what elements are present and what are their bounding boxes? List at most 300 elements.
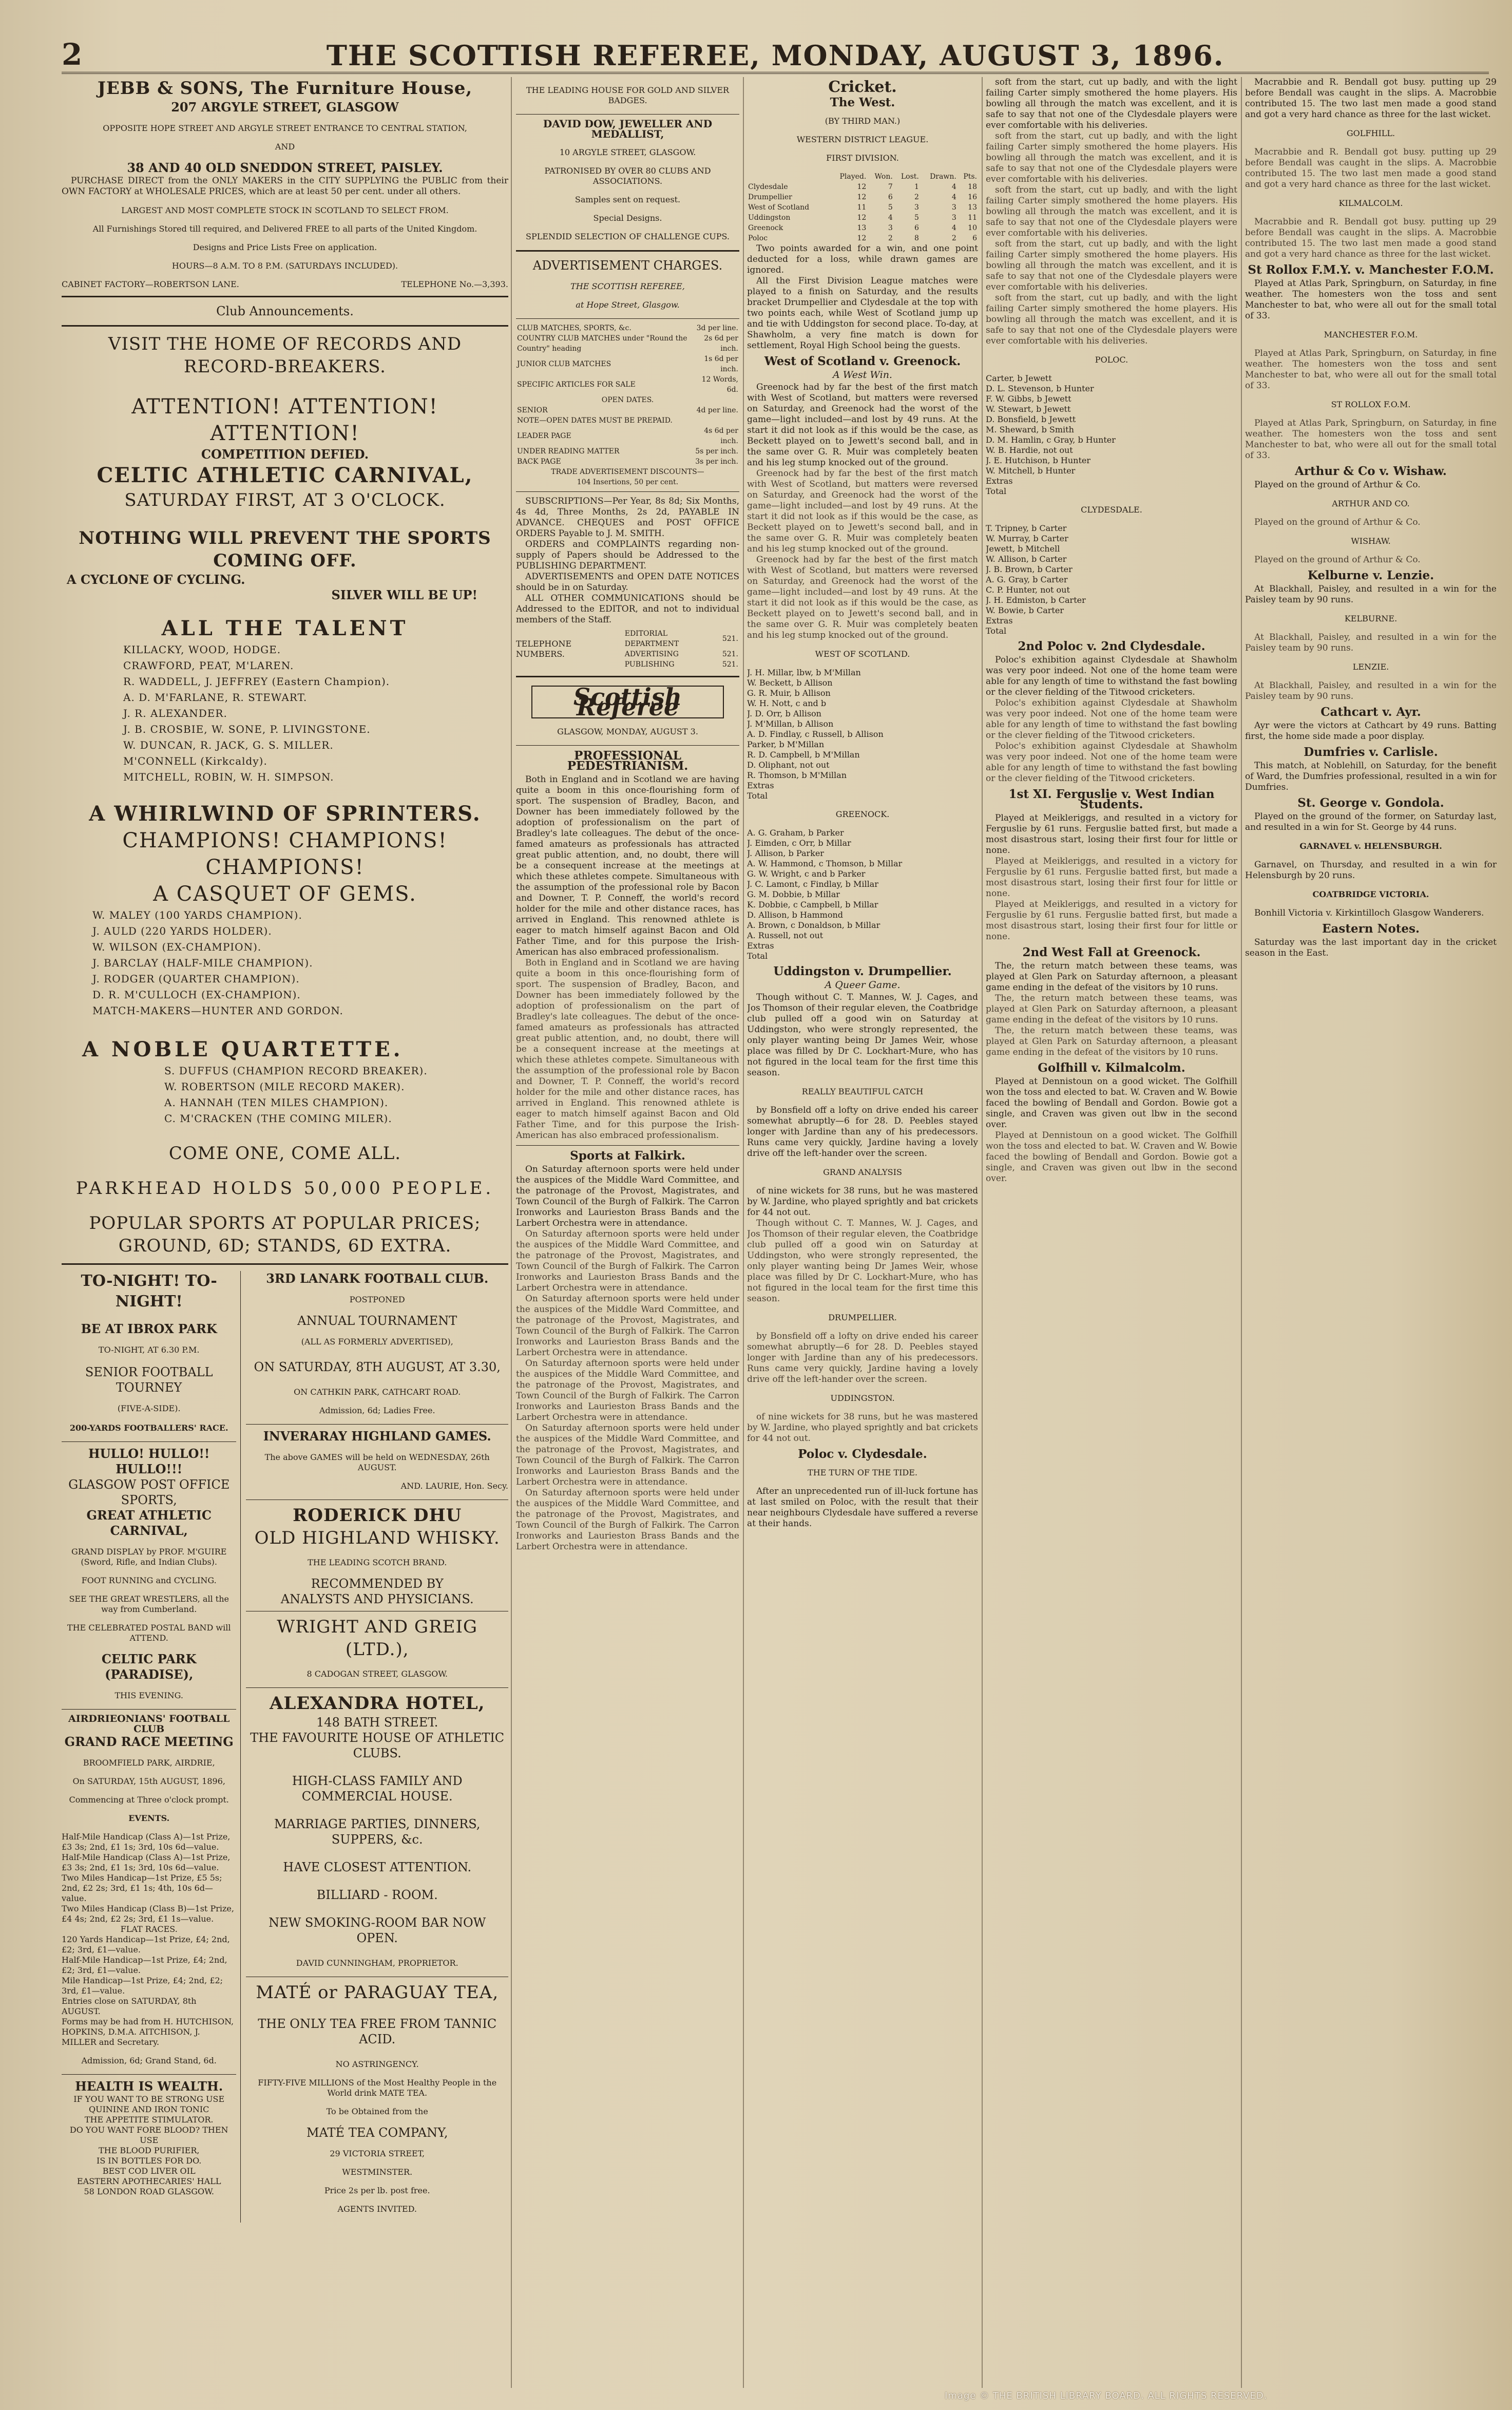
- wishaw-scores: Played on the ground of Arthur & Co.: [1254, 555, 1421, 565]
- table-cell: 7: [888, 183, 893, 191]
- udd-body: Though without C. T. Mannes, W. J. Cages, and Jos Thomson of their regular eleven, the Coatbridge club pulled off a good win on Saturday at Uddingston, who were strongly represented, the only player wanting being Dr James Weir, whose place was filled by Dr C. Lockhart-Mure, who has not figured in the local team for the first time this season.: [747, 992, 978, 1078]
- jebb-stock: LARGEST AND MOST COMPLETE STOCK IN SCOTLAND TO SELECT FROM.: [121, 205, 449, 215]
- mate-nb: NO ASTRINGENCY.: [335, 2059, 419, 2069]
- list-item: G. W. Wright, c and b Parker: [747, 869, 866, 879]
- col4-body-cont: soft from the start, cut up badly, and with the light failing Carter simply smothered the home players. His bowling all through the match was excellent, and it is safe to say that not one of the Clydesdale players were ever comfortable with his deliveries.: [986, 239, 1237, 292]
- drum-scores: by Bonsfield off a lofty on drive ended his career somewhat abruptly—6 for 28. D. Peebles stayed longer with Jardine than any of his predecessors. Runs came very quickly, Jardine having a lovely drive off the left-hander over the screen.: [747, 1331, 978, 1384]
- table-cell: 5: [914, 214, 919, 222]
- kilm-head: KILMALCOLM.: [1338, 198, 1403, 208]
- list-item: J. E. Hutchison, b Hunter: [986, 456, 1091, 465]
- celtic-come: COME ONE, COME ALL.: [168, 1143, 401, 1164]
- column-1-advertisements: [62, 77, 508, 2388]
- table-row: [516, 354, 739, 374]
- celtic-champions: CHAMPIONS! CHAMPIONS! CHAMPIONS!: [122, 829, 448, 879]
- list-item: A. D. Findlay, c Russell, b Allison: [747, 729, 884, 739]
- kelburne-head: KELBURNE.: [1344, 614, 1398, 623]
- airdrie-date: On SATURDAY, 15th AUGUST, 1896,: [72, 1776, 225, 1786]
- list-item: J. H. Millar, lbw, b M'Millan: [747, 668, 861, 677]
- table-cell: 4d per line.: [696, 406, 738, 414]
- table-cell: 4: [951, 183, 956, 191]
- falkirk-body-cont: On Saturday afternoon sports were held under the auspices of the Middle Ward Committee, and the patronage of the Provost, Magistrates, and Town Council of the Burgh of Falkirk. The Carron Ironworks and Laurieston Brass Bands and the Larbert Orchestra were in attendance.: [516, 1229, 739, 1293]
- hullo-wrestlers: SEE THE GREAT WRESTLERS, all the way from Cumberland.: [69, 1594, 229, 1614]
- ferguslie-body: Played at Meikleriggs, and resulted in a victory for Ferguslie by 61 runs. Ferguslie batted first, but made a most disastrous start, losing their first four for little or none.: [986, 813, 1237, 856]
- celtic-saturday: SATURDAY FIRST, AT 3 O'CLOCK.: [124, 490, 446, 510]
- table-cell: 4: [951, 193, 956, 201]
- manc-head: MANCHESTER F.O.M.: [1324, 330, 1418, 339]
- gr-scores-head: GREENOCK.: [835, 809, 890, 819]
- table-row: [516, 415, 739, 426]
- roderick-leading: THE LEADING SCOTCH BRAND.: [308, 1558, 447, 1567]
- club-announcements-heading: Club Announcements.: [216, 304, 354, 318]
- list-item: 120 Yards Handicap—1st Prize, £4; 2nd, £2; 3rd, £1—value.: [62, 1934, 230, 1954]
- david-designs: Special Designs.: [593, 213, 662, 223]
- table-cell: 3: [951, 203, 956, 212]
- mate-agents: AGENTS INVITED.: [337, 2204, 417, 2214]
- column-2-editorial: [516, 77, 739, 2388]
- tonight-five: (FIVE-A-SIDE).: [117, 1403, 181, 1413]
- cricket-division: FIRST DIVISION.: [826, 153, 899, 163]
- adcharges-table: [516, 323, 739, 487]
- udd-head: UDDINGSTON.: [830, 1393, 895, 1403]
- mate-sub: THE ONLY TEA FREE FROM TANNIC ACID.: [258, 2017, 497, 2046]
- second-poloc-title: 2nd Poloc v. 2nd Clydesdale.: [1018, 639, 1205, 653]
- clyd-scores: [986, 523, 1237, 636]
- kilm-scores: Macrabbie and R. Bendall got busy. putting up 29 before Bendall was caught in the slips. A. Macrobbie contributed 15. The two last men made a good stand and got a very hard chance as three for the last wicket.: [1245, 217, 1497, 259]
- celtic-carnival-advert: [62, 333, 508, 1257]
- list-item: W. WILSON (EX-CHAMPION).: [92, 941, 262, 953]
- gr-scores: [747, 828, 978, 961]
- list-item: Total: [747, 791, 768, 801]
- table-cell: 8: [914, 234, 919, 242]
- table-cell: 16: [968, 193, 977, 201]
- table-cell: 1s 6d per inch.: [704, 355, 738, 373]
- list-item: Extras: [986, 476, 1013, 486]
- airdrie-park: BROOMFIELD PARK, AIRDRIE,: [83, 1758, 215, 1768]
- list-item: A. D. M'FARLANE, R. STEWART.: [123, 691, 308, 704]
- arthur-scores: Played on the ground of Arthur & Co.: [1254, 517, 1421, 527]
- celtic-silver: SILVER WILL BE UP!: [331, 587, 477, 602]
- quartette-list: [164, 1063, 508, 1127]
- golfhill-body: Played at Dennistoun on a good wicket. The Golfhill won the toss and elected to bat. W. Craven and W. Bowie faced the bowling of Bendall and Gordon. Bowie got a single, and Craven was given out lbw in the second over.: [986, 1076, 1237, 1130]
- fall-title: 2nd West Fall at Greenock.: [1022, 945, 1201, 959]
- list-item: W. Bowie, b Carter: [986, 605, 1064, 615]
- list-item: K. Dobbie, c Campbell, b Millar: [747, 900, 878, 909]
- jebb-storage: All Furnishings Stored till required, and Delivered FREE to all parts of the United Kingdom.: [92, 224, 477, 234]
- wos-sub: A West Win.: [833, 369, 892, 381]
- inveraray-advert: [246, 1429, 508, 1491]
- gems-list: [92, 907, 508, 1019]
- wright-advert: [246, 1616, 508, 1679]
- list-item: D. Bonsfield, b Jewett: [986, 414, 1076, 424]
- table-row: [747, 202, 978, 213]
- list-item: G. R. Muir, b Allison: [747, 688, 831, 698]
- table-row: [516, 395, 739, 405]
- telephone-table: [624, 629, 739, 670]
- airdrie-event-list: [62, 1832, 236, 2047]
- rollox-body: Played at Atlas Park, Springburn, on Saturday, in fine weather. The homesters won the toss and sent Manchester to bat, who were all out for the small total of 33.: [1245, 278, 1497, 321]
- jebb-hours: HOURS—8 A.M. TO 8 P.M. (SATURDAYS INCLUDED).: [171, 261, 398, 271]
- wos-body-cont: Greenock had by far the best of the first match with West of Scotland, but matters were reversed on Saturday, and Greenock had the worst of the game—light included—and lost by 49 runs. At the start it did not look as if this would be the case, as Beckett played on to Jewett's second ball, and in the same over G. R. Muir was completely beaten and his leg stump knocked out of the ground.: [747, 468, 978, 554]
- coatbridge-title: COATBRIDGE VICTORIA.: [1312, 889, 1429, 899]
- column-rule: [743, 77, 744, 2388]
- list-item: FLAT RACES.: [120, 1924, 178, 1934]
- airdrie-events: EVENTS.: [128, 1813, 170, 1823]
- david-patronised: PATRONISED BY OVER 80 CLUBS AND ASSOCIATIONS.: [544, 166, 711, 186]
- table-row: [624, 659, 739, 670]
- ferguslie-title: 1st XI. Ferguslie v. West Indian Students.: [1008, 787, 1215, 811]
- list-item: Parker, b M'Millan: [747, 739, 825, 749]
- list-item: J. R. ALEXANDER.: [123, 707, 227, 719]
- table-cell: SPECIFIC ARTICLES FOR SALE: [517, 381, 636, 389]
- alexandra-proprietor: DAVID CUNNINGHAM, PROPRIETOR.: [296, 1958, 458, 1968]
- table-row: [516, 333, 739, 354]
- list-item: Extras: [986, 616, 1013, 625]
- list-item: Carter, b Jewett: [986, 373, 1052, 383]
- jebb-factory: CABINET FACTORY—ROBERTSON LANE.: [62, 279, 239, 289]
- udd-title: Uddingston v. Drumpellier.: [773, 964, 952, 978]
- poloc-title: Poloc v. Clydesdale.: [798, 1447, 927, 1461]
- tonight-advert: [62, 1271, 236, 1433]
- table-row: [516, 457, 739, 467]
- col4-body: soft from the start, cut up badly, and with the light failing Carter simply smothered the home players. His bowling all through the match was excellent, and it is safe to say that not one of the Clydesdale players were ever comfortable with his deliveries.: [986, 77, 1237, 130]
- tonight-ibrox: BE AT IBROX PARK: [81, 1321, 217, 1336]
- roderick-advert: [246, 1504, 508, 1607]
- celtic-parkhead: PARKHEAD HOLDS 50,000 PEOPLE.: [75, 1178, 494, 1199]
- airdrie-title: AIRDRIEONIANS' FOOTBALL CLUB: [68, 1713, 230, 1735]
- hullo-band: THE CELEBRATED POSTAL BAND will ATTEND.: [67, 1623, 231, 1643]
- poloc-scores: [986, 373, 1237, 497]
- list-item: Two Miles Handicap—1st Prize, £5 5s; 2nd, £2 2s; 3rd, £1 1s; 4th, 10s 6d—value.: [62, 1873, 222, 1903]
- celtic-ground: GROUND, 6D; STANDS, 6D EXTRA.: [118, 1236, 452, 1256]
- table-cell: BACK PAGE: [517, 458, 561, 466]
- falkirk-body-cont: On Saturday afternoon sports were held under the auspices of the Middle Ward Committee, and the patronage of the Provost, Magistrates, and Town Council of the Burgh of Falkirk. The Carron Ironworks and Laurieston Brass Bands and the Larbert Orchestra were in attendance.: [516, 1294, 739, 1358]
- pro-title: PROFESSIONAL PEDESTRIANISM.: [567, 749, 688, 773]
- alexandra-address: 148 BATH STREET.: [316, 1715, 438, 1730]
- list-item: C. M'CRACKEN (THE COMING MILER).: [164, 1112, 392, 1125]
- alexandra-billiard: BILLIARD - ROOM.: [316, 1888, 438, 1902]
- list-item: J. M'Millan, b Allison: [747, 719, 834, 729]
- leading-house: THE LEADING HOUSE FOR GOLD AND SILVER BADGES.: [526, 85, 730, 105]
- table-cell: Poloc: [748, 234, 768, 242]
- falkirk-body-cont: On Saturday afternoon sports were held under the auspices of the Middle Ward Committee, and the patronage of the Provost, Magistrates, and Town Council of the Burgh of Falkirk. The Carron Ironworks and Laurieston Brass Bands and the Larbert Orchestra were in attendance.: [516, 1488, 739, 1552]
- falkirk-title: Sports at Falkirk.: [570, 1149, 685, 1163]
- table-cell: LEADER PAGE: [517, 432, 571, 440]
- airdrie-race: GRAND RACE MEETING: [64, 1734, 234, 1749]
- list-item: M'CONNELL (Kirkcaldy).: [123, 755, 267, 767]
- udd-body-2: by Bonsfield off a lofty on drive ended his career somewhat abruptly—6 for 28. D. Peebles stayed longer with Jardine than any of his predecessors. Runs came very quickly, Jardine having a lovely drive off the left-hander over the screen.: [747, 1105, 978, 1159]
- tonight-race: 200-YARDS FOOTBALLERS' RACE.: [69, 1423, 228, 1433]
- lenzie-scores: At Blackhall, Paisley, and resulted in a win for the Paisley team by 90 runs.: [1245, 680, 1497, 701]
- garnavel-title: GARNAVEL v. HELENSBURGH.: [1299, 841, 1442, 851]
- table-cell: 12: [857, 193, 867, 201]
- tonight-senior: SENIOR FOOTBALL TOURNEY: [85, 1365, 213, 1395]
- adcharges-subscriptions: SUBSCRIPTIONS—Per Year, 8s 8d; Six Months, 4s 4d, Three Months, 2s 2d, PAYABLE IN ADVANCE. CHEQUES and POST OFFICE ORDERS Payable to J. M. SMITH.: [516, 496, 739, 539]
- table-cell: 2: [951, 234, 956, 242]
- list-item: Mile Handicap—1st Prize, £4; 2nd, £2; 3rd, £1—value.: [62, 1976, 223, 1996]
- poloc-scores-head: POLOC.: [1095, 355, 1128, 365]
- lower-adverts: [62, 1271, 508, 2223]
- celtic-competition: COMPETITION DEFIED.: [201, 447, 369, 462]
- health-advert: [62, 2079, 236, 2197]
- cricket-west: The West.: [830, 96, 895, 109]
- falkirk-body-cont: On Saturday afternoon sports were held under the auspices of the Middle Ward Committee, and the patronage of the Provost, Magistrates, and Town Council of the Burgh of Falkirk. The Carron Ironworks and Laurieston Brass Bands and the Larbert Orchestra were in attendance.: [516, 1423, 739, 1487]
- table-cell: 11: [968, 214, 977, 222]
- alexandra-smoking: NEW SMOKING-ROOM BAR NOW OPEN.: [269, 1915, 486, 1945]
- wos-title: West of Scotland v. Greenock.: [764, 354, 961, 368]
- lenzie-head: LENZIE.: [1352, 662, 1389, 672]
- health-title: HEALTH IS WEALTH.: [75, 2079, 223, 2094]
- list-item: A. G. Gray, b Carter: [986, 575, 1068, 584]
- wos-scores-head: WEST OF SCOTLAND.: [815, 649, 910, 659]
- table-cell: 3d per line.: [696, 324, 738, 332]
- table-cell: Clydesdale: [748, 183, 788, 191]
- tonight-title: TO-NIGHT! TO-NIGHT!: [81, 1272, 217, 1311]
- lanark-postponed: POSTPONED: [349, 1295, 405, 1304]
- list-item: R. WADDELL, J. JEFFREY (Eastern Champion).: [123, 675, 390, 688]
- scottish-referee-logo: Scottish Referee: [531, 686, 724, 718]
- post-office-advert: [62, 1446, 236, 1701]
- eastern-title: Eastern Notes.: [1322, 922, 1420, 936]
- list-item: T. Tripney, b Carter: [986, 523, 1067, 533]
- celtic-nothing: NOTHING WILL PREVENT THE SPORTS COMING OFF.: [79, 528, 491, 571]
- table-cell: 18: [968, 183, 977, 191]
- table-cell: 4: [951, 224, 956, 232]
- list-item: J. B. CROSBIE, W. SONE, P. LIVINGSTONE.: [123, 723, 371, 735]
- falkirk-body-cont: On Saturday afternoon sports were held under the auspices of the Middle Ward Committee, and the patronage of the Provost, Magistrates, and Town Council of the Burgh of Falkirk. The Carron Ironworks and Laurieston Brass Bands and the Larbert Orchestra were in attendance.: [516, 1358, 739, 1422]
- table-cell: 521.: [722, 650, 738, 658]
- celtic-attention: ATTENTION! ATTENTION! ATTENTION!: [131, 395, 438, 445]
- wright-address: 8 CADOGAN STREET, GLASGOW.: [307, 1669, 448, 1679]
- arthur-body: Played on the ground of Arthur & Co.: [1254, 480, 1421, 490]
- udd-scores: of nine wickets for 38 runs, but he was mastered by W. Jardine, who played sprightly and bat crickets for 44 not out.: [747, 1412, 978, 1444]
- inveraray-text: The above GAMES will be held on WEDNESDAY, 26th AUGUST.: [264, 1452, 490, 1472]
- list-item: Total: [986, 486, 1007, 496]
- roderick-analysts: ANALYSTS AND PHYSICIANS.: [280, 1592, 474, 1606]
- celtic-casquet: A CASQUET OF GEMS.: [153, 882, 417, 906]
- table-row: [516, 426, 739, 446]
- lanark-note: (ALL AS FORMERLY ADVERTISED),: [301, 1337, 453, 1346]
- dateline: GLASGOW, MONDAY, AUGUST 3.: [557, 727, 698, 736]
- table-row: [516, 477, 739, 487]
- ferguslie-scores: Played at Meikleriggs, and resulted in a victory for Ferguslie by 61 runs. Ferguslie batted first, but made a most disastrous start, losing their first four for little or none.: [986, 856, 1237, 899]
- cricket-intro: All the First Division League matches were played to a finish on Saturday, and the results bracket Drumpellier and Clydesdale at the top with two points each, while West of Scotland jump up and tie with Uddingston for second place. To-day, at Shawholm, a very fine match is down for settlement, Royal High School being the guests.: [747, 276, 978, 351]
- arthur-title: Arthur & Co v. Wishaw.: [1295, 464, 1447, 478]
- mate-company: MATÉ TEA COMPANY,: [306, 2126, 448, 2140]
- column-3-cricket: [747, 77, 978, 2388]
- poloc-body: After an unprecedented run of ill-luck fortune has at last smiled on Poloc, with the result that their near neighbours Clydesdale have suffered a reverse at their hands.: [747, 1486, 978, 1529]
- list-item: Total: [986, 626, 1007, 636]
- mate-title: MATÉ or PARAGUAY TEA,: [256, 1982, 499, 2003]
- table-cell: 521.: [722, 635, 738, 643]
- masthead: [62, 36, 1489, 74]
- table-row: [516, 323, 739, 333]
- rollox-title: St Rollox F.M.Y. v. Manchester F.O.M.: [1248, 263, 1494, 277]
- telephone-label: TELEPHONE NUMBERS.: [516, 639, 572, 659]
- list-item: DO YOU WANT FORE BLOOD? THEN USE: [69, 2125, 228, 2145]
- col4-body-cont: soft from the start, cut up badly, and with the light failing Carter simply smothered the home players. His bowling all through the match was excellent, and it is safe to say that not one of the Clydesdale players were ever comfortable with his deliveries.: [986, 185, 1237, 238]
- list-item: D. Oliphant, not out: [747, 760, 830, 770]
- udd-body-3: of nine wickets for 38 runs, but he was mastered by W. Jardine, who played sprightly and bat crickets for 44 not out.: [747, 1186, 978, 1218]
- jebb-body: PURCHASE DIRECT from the ONLY MAKERS in the CITY SUPPLYING the PUBLIC from their OWN FACTORY at WHOLESALE PRICES, which are at least 50 per cent. under all others.: [62, 176, 508, 197]
- table-cell: 3: [888, 224, 893, 232]
- jebb-title: JEBB & SONS, The Furniture House,: [97, 78, 473, 99]
- list-item: CRAWFORD, PEAT, M'LAREN.: [123, 659, 294, 672]
- table-cell: PUBLISHING: [624, 660, 675, 669]
- hullo-post: GLASGOW POST OFFICE SPORTS,: [68, 1477, 230, 1507]
- table-cell: 13: [857, 224, 867, 232]
- list-item: C. P. Hunter, not out: [986, 585, 1070, 595]
- column-rule: [982, 77, 983, 2388]
- table-cell: OPEN DATES.: [601, 396, 654, 404]
- list-item: IS IN BOTTLES FOR DO.: [97, 2156, 202, 2166]
- mate-advert: [246, 1981, 508, 2214]
- udd-analysis: GRAND ANALYSIS: [823, 1167, 902, 1177]
- alexandra-advert: [246, 1692, 508, 1968]
- league-table: [747, 172, 978, 243]
- list-item: W. Stewart, b Jewett: [986, 404, 1071, 414]
- celtic-carnival-title: CELTIC ATHLETIC CARNIVAL,: [97, 463, 473, 487]
- david-address: 10 ARGYLE STREET, GLASGOW.: [559, 147, 696, 157]
- list-item: S. DUFFUS (CHAMPION RECORD BREAKER).: [164, 1065, 428, 1077]
- celtic-quartette: A NOBLE QUARTETTE.: [82, 1037, 404, 1061]
- coatbridge-body: Bonhill Victoria v. Kirkintilloch Glasgow Wanderers.: [1254, 908, 1484, 918]
- list-item: A. G. Graham, b Parker: [747, 828, 844, 838]
- list-item: J. RODGER (QUARTER CHAMPION).: [92, 973, 300, 985]
- list-item: Half-Mile Handicap—1st Prize, £4; 2nd, £2; 3rd, £1—value.: [62, 1955, 227, 1975]
- table-cell: Greenock: [748, 224, 783, 232]
- list-item: QUININE AND IRON TONIC: [89, 2104, 209, 2114]
- airdrie-admission: Admission, 6d; Grand Stand, 6d.: [81, 2056, 217, 2065]
- table-cell: 11: [857, 203, 867, 212]
- jebb-and: AND: [275, 142, 295, 151]
- celtic-cyclone: A CYCLONE OF CYCLING.: [67, 572, 245, 587]
- cricket-heading: Cricket.: [828, 78, 897, 96]
- golfhill-body-cont: Played at Dennistoun on a good wicket. The Golfhill won the toss and elected to bat. W. Craven and W. Bowie faced the bowling of Bendall and Gordon. Bowie got a single, and Craven was given out lbw in the second over.: [986, 1130, 1237, 1184]
- list-item: W. Allison, b Carter: [986, 554, 1067, 564]
- rollox-scores: Played at Atlas Park, Springburn, on Saturday, in fine weather. The homesters won the toss and sent Manchester to bat, who were all out for the small total of 33.: [1245, 418, 1497, 461]
- cricket-league: WESTERN DISTRICT LEAGUE.: [796, 135, 929, 144]
- table-row: [747, 233, 978, 243]
- table-cell: 12 Words, 6d.: [701, 375, 738, 394]
- list-item: J. D. Orr, b Allison: [747, 709, 821, 718]
- alexandra-closest: HAVE CLOSEST ATTENTION.: [283, 1860, 472, 1874]
- celtic-whirlwind: A WHIRLWIND OF SPRINTERS.: [89, 802, 481, 826]
- kelburne-scores: At Blackhall, Paisley, and resulted in a win for the Paisley team by 90 runs.: [1245, 632, 1497, 653]
- udd-catch: REALLY BEAUTIFUL CATCH: [801, 1087, 924, 1096]
- newspaper-title: THE SCOTTISH REFEREE, MONDAY, AUGUST 3, 1896.: [326, 39, 1224, 72]
- table-header: Pts.: [963, 173, 977, 181]
- table-header-row: [747, 172, 978, 182]
- col5-body: Macrabbie and R. Bendall got busy. putting up 29 before Bendall was caught in the slips. A. Macrobbie contributed 15. The two last men made a good stand and got a very hard chance as three for the last wicket.: [1245, 77, 1497, 120]
- table-cell: 3: [914, 203, 919, 212]
- second-poloc-scores: Poloc's exhibition against Clydesdale at Shawholm was very poor indeed. Not one of the home team were able for any length of time to withstand the fast bowling or the clever fielding of the Titwood cricketers.: [986, 741, 1237, 784]
- table-cell: 2: [914, 193, 919, 201]
- wos-body-cont: Greenock had by far the best of the first match with West of Scotland, but matters were reversed on Saturday, and Greenock had the worst of the game—light included—and lost by 49 runs. At the start it did not look as if this would be the case, as Beckett played on to Jewett's second ball, and in the same over G. R. Muir was completely beaten and his leg stump knocked out of the ground.: [747, 555, 978, 640]
- col4-body-cont: soft from the start, cut up badly, and with the light failing Carter simply smothered the home players. His bowling all through the match was excellent, and it is safe to say that not one of the Clydesdale players were ever comfortable with his deliveries.: [986, 131, 1237, 184]
- golfhill-title: Golfhill v. Kilmalcolm.: [1038, 1061, 1185, 1075]
- ferguslie-scores: Played at Meikleriggs, and resulted in a victory for Ferguslie by 61 runs. Ferguslie batted first, but made a most disastrous start, losing their first four for little or none.: [986, 899, 1237, 942]
- list-item: W. H. Nott, c and b: [747, 698, 827, 708]
- celtic-visit: VISIT THE HOME OF RECORDS AND RECORD-BREAKERS.: [108, 334, 462, 377]
- kelburne-body: At Blackhall, Paisley, and resulted in a win for the Paisley team by 90 runs.: [1245, 584, 1497, 605]
- table-cell: Drumpellier: [748, 193, 792, 201]
- dumfries-title: Dumfries v. Carlisle.: [1304, 745, 1438, 759]
- jebb-phone: TELEPHONE No.—3,393.: [401, 279, 508, 289]
- column-rule: [1241, 77, 1242, 2388]
- list-item: J. Eimden, c Orr, b Millar: [747, 838, 851, 848]
- list-item: KILLACKY, WOOD, HODGE.: [123, 643, 281, 656]
- list-item: R. Thomson, b M'Millan: [747, 770, 847, 780]
- table-cell: 6: [914, 224, 919, 232]
- list-item: D. Allison, b Hammond: [747, 910, 843, 920]
- list-item: D. M. Hamlin, c Gray, b Hunter: [986, 435, 1116, 445]
- second-poloc-body: Poloc's exhibition against Clydesdale at Shawholm was very poor indeed. Not one of the home team were able for any length of time to withstand the fast bowling or the clever fielding of the Titwood cricketers.: [986, 655, 1237, 697]
- hullo-title: HULLO! HULLO!! HULLO!!!: [88, 1446, 210, 1476]
- list-item: Two Miles Handicap (Class B)—1st Prize, £4 4s; 2nd, £2 2s; 3rd, £1 1s—value.: [62, 1904, 234, 1924]
- col4-body-cont: soft from the start, cut up badly, and with the light failing Carter simply smothered the home players. His bowling all through the match was excellent, and it is safe to say that not one of the Clydesdale players were ever comfortable with his deliveries.: [986, 293, 1237, 346]
- table-cell: 3s per inch.: [695, 458, 738, 466]
- table-cell: 6: [972, 234, 977, 242]
- lanark-admission: Admission, 6d; Ladies Free.: [319, 1406, 435, 1415]
- list-item: THE BLOOD PURIFIER,: [98, 2146, 200, 2155]
- roderick-recommended: RECOMMENDED BY: [311, 1577, 444, 1591]
- table-cell: 13: [968, 203, 977, 212]
- david-samples: Samples sent on request.: [575, 195, 681, 204]
- table-cell: 4s 6d per inch.: [704, 427, 738, 445]
- table-cell: 4: [888, 214, 893, 222]
- adcharges-orders: ORDERS and COMPLAINTS regarding non-supply of Papers should be Addressed to the PUBLISHING DEPARTMENT.: [516, 539, 739, 571]
- list-item: W. DUNCAN, R. JACK, G. S. MILLER.: [123, 739, 334, 751]
- table-row: [624, 649, 739, 659]
- celtic-all-talent: ALL THE TALENT: [161, 616, 409, 640]
- poloc-sub: THE TURN OF THE TIDE.: [808, 1468, 917, 1477]
- jebb-advert: [62, 77, 508, 290]
- pro-body-cont: Both in England and in Scotland we are having quite a boom in this once-flourishing form of sport. The suspension of Bradley, Bacon, and Downer has been immediately followed by the adoption of professionalism on the part of Bradley's late colleagues. The debut of the once-famed amateurs as professionals has attracted great public attention, and, no doubt, there will be a consequent increase at the meetings at which these athletes compete. Simultaneous with the assumption of the professional role by Bacon and Downer, T. P. Conneff, the world's record holder for the mile and other distance races, has arrived in England. This renowned athlete is eager to match himself against Bacon and Old Father Time, and for this purpose the Irish-American has also embraced professionalism.: [516, 958, 739, 1141]
- adcharges-title: ADVERTISEMENT CHARGES.: [532, 258, 723, 273]
- list-item: M. Sheward, b Smith: [986, 425, 1074, 434]
- jebb-address: 207 ARGYLE STREET, GLASGOW: [171, 100, 399, 115]
- list-item: W. B. Hardie, not out: [986, 445, 1073, 455]
- table-header: Played.: [839, 173, 867, 181]
- advertisement-charges: [516, 258, 739, 670]
- table-cell: Uddingston: [748, 214, 791, 222]
- table-header: Drawn.: [930, 173, 956, 181]
- inveraray-sign: AND. LAURIE, Hon. Secy.: [400, 1481, 508, 1491]
- drum-head: DRUMPELLIER.: [828, 1313, 897, 1322]
- alexandra-title: ALEXANDRA HOTEL,: [269, 1693, 485, 1714]
- table-cell: 12: [857, 183, 867, 191]
- david-splendid: SPLENDID SELECTION OF CHALLENGE CUPS.: [526, 232, 730, 241]
- list-item: Forms may be had from H. HUTCHISON, HOPKINS, D.M.A. AITCHISON, J. MILLER and Secretary.: [62, 2017, 234, 2047]
- alexandra-highclass: HIGH-CLASS FAMILY AND COMMERCIAL HOUSE.: [292, 1774, 463, 1804]
- table-row: [516, 374, 739, 395]
- list-item: J. B. Brown, b Carter: [986, 564, 1073, 574]
- roderick-sub: OLD HIGHLAND WHISKY.: [254, 1528, 500, 1548]
- adcharges-office: THE SCOTTISH REFEREE,: [570, 281, 685, 291]
- list-item: G. M. Dobbie, b Millar: [747, 889, 840, 899]
- jebb-designs: Designs and Price Lists Free on application.: [193, 242, 377, 252]
- table-cell: 12: [857, 214, 867, 222]
- list-item: F. W. Gibbs, b Jewett: [986, 394, 1071, 404]
- list-item: Entries close on SATURDAY, 8th AUGUST.: [62, 1996, 197, 2016]
- mate-body: FIFTY-FIVE MILLIONS of the Most Healthy People in the World drink MATE TEA.: [258, 2078, 497, 2098]
- mate-address: 29 VICTORIA STREET,: [330, 2149, 425, 2158]
- adcharges-communications: ALL OTHER COMMUNICATIONS should be Addressed to the EDITOR, and not to individual members of the Staff.: [516, 593, 739, 625]
- table-cell: 2s 6d per inch.: [704, 334, 738, 353]
- list-item: A. Brown, c Donaldson, b Millar: [747, 920, 881, 930]
- table-row: [747, 192, 978, 202]
- cricket-by: (BY THIRD MAN.): [825, 116, 901, 126]
